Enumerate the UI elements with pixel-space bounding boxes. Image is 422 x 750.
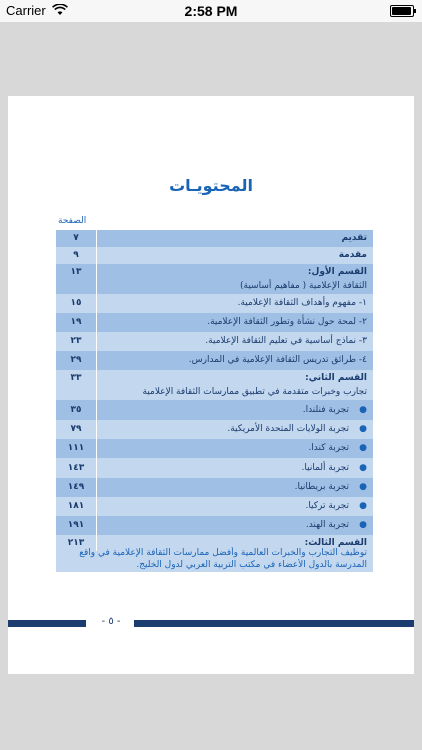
toc-row[interactable] (56, 535, 373, 572)
toc-row[interactable] (56, 230, 373, 247)
toc-row[interactable] (56, 458, 373, 478)
toc-entry-text: ٣- نماذج أساسية في تعليم الثقافة الإعلامية. (205, 336, 367, 346)
toc-page-number: ١٩١ (67, 520, 85, 530)
toc-row[interactable] (56, 370, 373, 400)
toc-page-number: ٧ (73, 233, 79, 243)
page-number: - ٥ - (101, 616, 121, 627)
toc-page-number: ١٥ (70, 298, 82, 308)
toc-entry-text: القسم الأول: (307, 267, 367, 277)
toc-page-number: ٣٥ (70, 405, 82, 415)
toc-entry-subtext: تجارب وخبرات متقدمة في تطبيق ممارسات الثقافة الإعلامية (142, 387, 367, 397)
bullet-icon: ● (359, 405, 367, 415)
footer-rule-right (134, 620, 414, 627)
toc-row[interactable] (56, 351, 373, 370)
toc-entry-text: ٤- طرائق تدريس الثقافة الإعلامية في المدارس. (188, 355, 367, 365)
toc-page-number: ٩ (73, 250, 79, 260)
toc-row[interactable] (56, 294, 373, 313)
toc-row[interactable] (56, 264, 373, 294)
toc-page-number: ٢٣ (70, 336, 82, 346)
toc-page-number: ١٤٩ (67, 482, 85, 492)
bullet-icon: ● (359, 520, 367, 530)
bullet-icon: ● (359, 424, 367, 434)
toc-row[interactable] (56, 516, 373, 535)
toc-entry-text: مقدمة (338, 250, 367, 260)
toc-entry-text: تجربة تركيا. (305, 501, 349, 511)
toc-row[interactable] (56, 439, 373, 458)
toc-page-number: ١٨١ (67, 501, 85, 511)
toc-entry-text: تجربة ألمانيا. (301, 463, 349, 473)
table-of-contents (56, 230, 373, 572)
toc-entry-text: القسم الثاني: (305, 373, 367, 383)
toc-entry-text: تجربة فنلندا. (302, 405, 349, 415)
page-title: المحتويـات (169, 176, 253, 195)
toc-entry-text: ٢- لمحة حول نشأة وتطور الثقافة الإعلامية. (207, 317, 367, 327)
footer-rule-left (8, 620, 86, 627)
bullet-icon: ● (359, 501, 367, 511)
toc-page-number: ١٣ (70, 267, 82, 277)
bullet-icon: ● (359, 463, 367, 473)
toc-page-number: ١١١ (67, 443, 85, 453)
toc-page-number: ١٤٣ (67, 463, 85, 473)
document-page (8, 96, 414, 674)
carrier-label: Carrier (6, 3, 46, 18)
toc-entry-text: القسم الثالث: (304, 538, 367, 548)
toc-page-number: ٧٩ (70, 424, 82, 434)
toc-entry-text: تجربة كندا. (308, 443, 349, 453)
status-bar (0, 0, 422, 22)
toc-entry-subtext: المدرسة بالدول الأعضاء في مكتب التربية العربي لدول الخليج. (136, 560, 367, 570)
toc-row[interactable] (56, 497, 373, 516)
toc-page-number: ٣٣ (70, 373, 82, 383)
toc-row[interactable] (56, 420, 373, 439)
toc-entry-text: تقديم (341, 233, 367, 243)
clock: 2:58 PM (184, 3, 238, 19)
toc-row[interactable] (56, 313, 373, 332)
toc-entry-text: تجربة الولايات المتحدة الأمريكية. (227, 424, 349, 434)
toc-row[interactable] (56, 247, 373, 264)
toc-page-number: ٢٩ (70, 355, 82, 365)
toc-entry-text: تجربة بريطانيا. (294, 482, 349, 492)
toc-entry-subtext: توظيف التجارب والخبرات العالمية وأفضل ممارسات الثقافة الإعلامية في واقع (79, 548, 367, 558)
battery-icon (390, 5, 414, 17)
toc-entry-text: تجربة الهند. (305, 520, 349, 530)
page-column-label: الصفحة (58, 216, 87, 226)
toc-page-number: ٢١٣ (67, 538, 85, 548)
bullet-icon: ● (359, 443, 367, 453)
toc-entry-text: ١- مفهوم وأهداف الثقافة الإعلامية. (237, 298, 367, 308)
bullet-icon: ● (359, 482, 367, 492)
toc-row[interactable] (56, 332, 373, 351)
toc-row[interactable] (56, 478, 373, 497)
toc-page-number: ١٩ (70, 317, 82, 327)
toc-entry-subtext: الثقافة الإعلامية ( مفاهيم أساسية) (239, 281, 367, 291)
toc-row[interactable] (56, 400, 373, 420)
